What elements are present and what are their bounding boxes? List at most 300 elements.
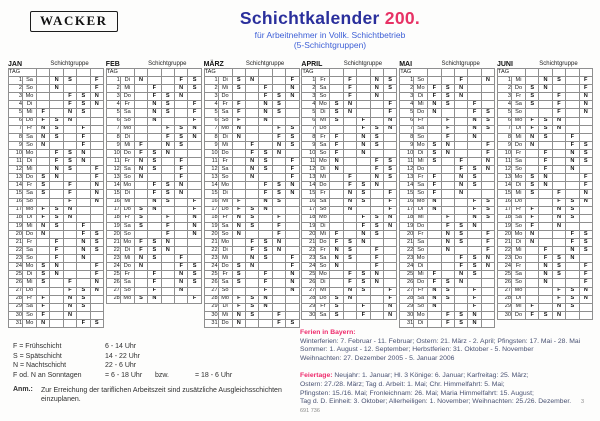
shift-cell (370, 149, 383, 157)
shift-cell (50, 279, 63, 287)
day-row (497, 149, 592, 157)
day-number: 18 (106, 214, 120, 222)
shift-cell (525, 263, 538, 271)
weekday-label: Di (511, 182, 525, 190)
remark-block (13, 386, 293, 404)
shift-cell (357, 93, 370, 101)
shift-cell: N (77, 149, 90, 157)
weekday-label: So (120, 230, 134, 238)
day-number: 21 (106, 238, 120, 246)
day-number: 23 (302, 255, 316, 263)
schichtgruppe-label: Schichtgruppe (441, 61, 480, 67)
shift-cell (552, 182, 565, 190)
shift-cell (481, 271, 494, 279)
shift-cell (383, 263, 396, 271)
shift-cell: F (539, 247, 552, 255)
day-row (302, 206, 397, 214)
title-main: Schichtkalender (239, 8, 380, 28)
day-row (302, 133, 397, 141)
day-number: 23 (9, 255, 23, 263)
weekday-label: Di (218, 77, 232, 85)
day-row (9, 182, 104, 190)
weekday-label: Mi (23, 222, 37, 230)
day-row (400, 271, 495, 279)
day-number: 21 (9, 238, 23, 246)
shift-cell (161, 279, 174, 287)
shift-cell: N (428, 206, 441, 214)
shift-cell (134, 182, 147, 190)
shift-cell: S (50, 117, 63, 125)
shift-cell (330, 222, 343, 230)
shift-cell: S (330, 303, 343, 311)
shift-cell (134, 198, 147, 206)
shift-cell: F (383, 190, 396, 198)
shift-cell: S (50, 133, 63, 141)
shift-cell: N (428, 295, 441, 303)
day-number: 30 (400, 311, 414, 319)
shift-cell: F (579, 271, 592, 279)
day-number: 28 (9, 295, 23, 303)
shift-cell (370, 238, 383, 246)
day-row (302, 158, 397, 166)
day-row (497, 85, 592, 93)
shift-cell (286, 295, 299, 303)
shift-cell (245, 117, 258, 125)
day-number: 24 (497, 263, 511, 271)
day-row (400, 101, 495, 109)
subtitle-line-1: für Arbeitnehmer in Vollk. Schichtbetrieb (254, 30, 406, 40)
month-block (8, 56, 103, 328)
shift-cell: S (161, 198, 174, 206)
shift-cell: S (148, 149, 161, 157)
group-number-cell: 5 (383, 69, 396, 77)
shift-cell: F (37, 206, 50, 214)
shift-cell: S (552, 255, 565, 263)
weekday-label: Fr (511, 149, 525, 157)
shift-cell (383, 238, 396, 246)
shift-cell: S (566, 198, 579, 206)
shift-cell (454, 214, 467, 222)
day-number: 2 (9, 85, 23, 93)
weekday-label: Sa (414, 182, 428, 190)
shift-cell: S (357, 190, 370, 198)
shift-cell: S (481, 198, 494, 206)
shift-cell (50, 93, 63, 101)
shift-cell: N (441, 141, 454, 149)
shift-cell (286, 311, 299, 319)
month-block (106, 56, 201, 304)
weekday-label: Fr (316, 190, 330, 198)
day-number: 31 (204, 319, 218, 327)
shift-cell (272, 85, 285, 93)
shift-cell (245, 271, 258, 279)
weekday-label: Mi (218, 198, 232, 206)
shift-cell: N (579, 295, 592, 303)
shift-cell (370, 206, 383, 214)
day-number: 27 (204, 287, 218, 295)
day-number: 13 (302, 174, 316, 182)
shift-cell: S (428, 141, 441, 149)
shift-cell (579, 206, 592, 214)
day-row (9, 271, 104, 279)
shift-cell (566, 222, 579, 230)
shift-cell (90, 158, 103, 166)
day-number: 4 (400, 101, 414, 109)
shift-cell: N (232, 319, 245, 327)
shift-cell: F (441, 319, 454, 327)
weekday-label: Do (218, 149, 232, 157)
weekday-label: Do (23, 230, 37, 238)
shift-cell: N (286, 271, 299, 279)
shift-cell (161, 117, 174, 125)
shift-cell (161, 255, 174, 263)
day-row (497, 247, 592, 255)
legend-key-n: N = Nachtschicht (13, 362, 67, 370)
shift-cell: N (63, 303, 76, 311)
day-row (400, 93, 495, 101)
shift-cell: F (174, 255, 187, 263)
shift-cell: S (357, 182, 370, 190)
shift-cell (77, 198, 90, 206)
shift-cell: N (428, 198, 441, 206)
group-number-cell: 1 (134, 69, 147, 77)
weekday-label: Sa (414, 125, 428, 133)
shift-cell: N (272, 141, 285, 149)
shift-cell: N (63, 117, 76, 125)
shift-cell: F (188, 198, 201, 206)
shift-cell (481, 101, 494, 109)
shift-cell: N (370, 271, 383, 279)
day-number: 20 (204, 230, 218, 238)
legend-row-sunday (13, 371, 283, 381)
shift-cell: F (343, 182, 356, 190)
shift-cell: S (539, 125, 552, 133)
shift-cell: F (63, 93, 76, 101)
shift-cell (50, 303, 63, 311)
shift-cell (286, 238, 299, 246)
day-number: 13 (106, 174, 120, 182)
weekday-label: Fr (316, 133, 330, 141)
shift-cell: N (525, 230, 538, 238)
shift-cell (90, 141, 103, 149)
shift-cell (148, 133, 161, 141)
day-number: 19 (497, 222, 511, 230)
day-number: 10 (106, 149, 120, 157)
shift-cell (286, 247, 299, 255)
shift-cell (566, 109, 579, 117)
day-number: 17 (400, 206, 414, 214)
day-number: 2 (106, 85, 120, 93)
shift-cell (330, 174, 343, 182)
day-row (302, 230, 397, 238)
day-number: 3 (9, 93, 23, 101)
shift-cell (188, 238, 201, 246)
shift-cell: N (188, 125, 201, 133)
feiertage-line-4 (300, 398, 594, 415)
weekday-label: Sa (218, 166, 232, 174)
weekday-label: Mo (414, 311, 428, 319)
day-row (400, 222, 495, 230)
shift-cell: S (63, 166, 76, 174)
day-row (302, 117, 397, 125)
shift-cell (383, 279, 396, 287)
tag-label: TAG (204, 69, 232, 77)
shift-cell: S (454, 222, 467, 230)
shift-cell: S (468, 174, 481, 182)
weekday-label: Mo (23, 149, 37, 157)
weekday-label: Mi (120, 85, 134, 93)
shift-cell: S (383, 85, 396, 93)
weekday-label: Mi (218, 311, 232, 319)
weekday-label: So (511, 279, 525, 287)
shift-cell: N (245, 166, 258, 174)
shift-cell: S (50, 125, 63, 133)
day-number: 2 (400, 85, 414, 93)
day-number: 3 (400, 93, 414, 101)
day-number: 11 (497, 158, 511, 166)
day-number: 26 (9, 279, 23, 287)
feiertage-last-line: Tag d. D. Einheit: 3. Oktober; Allerheiligen: 1. November; Weihnachten: 25./26. Dezember. (300, 398, 572, 406)
weekday-label: Mi (316, 287, 330, 295)
shift-cell (90, 149, 103, 157)
legend-row-f (13, 342, 283, 352)
shift-cell: S (566, 303, 579, 311)
day-row (204, 319, 299, 327)
day-row (204, 174, 299, 182)
weekday-label: Mo (218, 182, 232, 190)
shift-cell: S (525, 93, 538, 101)
shift-cell: S (481, 109, 494, 117)
shift-cell: F (383, 206, 396, 214)
shift-cell: S (259, 166, 272, 174)
day-number: 7 (497, 125, 511, 133)
shift-cell: N (370, 85, 383, 93)
group-number-cell: 5 (286, 69, 299, 77)
shift-cell: N (174, 279, 187, 287)
shift-cell (259, 77, 272, 85)
shift-cell: N (232, 222, 245, 230)
shift-cell (330, 77, 343, 85)
day-number: 15 (400, 190, 414, 198)
shift-cell: S (174, 125, 187, 133)
shift-cell: S (383, 174, 396, 182)
shift-cell (148, 174, 161, 182)
shift-cell: F (148, 287, 161, 295)
shift-cell: N (286, 190, 299, 198)
day-row (106, 287, 201, 295)
day-number: 14 (106, 182, 120, 190)
weekday-label: Do (23, 174, 37, 182)
shift-cell: S (90, 247, 103, 255)
day-row (9, 141, 104, 149)
feiertage-line-1 (300, 372, 594, 381)
day-number: 14 (497, 182, 511, 190)
shift-cell (566, 182, 579, 190)
shift-cell: N (77, 255, 90, 263)
shift-cell (566, 117, 579, 125)
shift-cell (161, 158, 174, 166)
day-row (497, 206, 592, 214)
weekday-label: So (218, 287, 232, 295)
day-row (204, 149, 299, 157)
day-row (302, 141, 397, 149)
shift-cell: N (174, 93, 187, 101)
shift-cell (552, 166, 565, 174)
day-row (302, 149, 397, 157)
shift-cell (90, 117, 103, 125)
shift-cell: N (148, 101, 161, 109)
weekday-label: Mo (218, 295, 232, 303)
shift-cell: N (566, 149, 579, 157)
day-row (497, 190, 592, 198)
day-row (204, 101, 299, 109)
shift-cell: S (566, 214, 579, 222)
shift-cell: S (525, 85, 538, 93)
day-number: 23 (204, 255, 218, 263)
shift-cell (552, 133, 565, 141)
shift-cell: N (481, 77, 494, 85)
shift-cell: F (90, 85, 103, 93)
shift-cell: F (77, 125, 90, 133)
shift-cell (441, 206, 454, 214)
shift-cell: N (90, 279, 103, 287)
shift-cell: N (188, 214, 201, 222)
shift-cell: N (454, 190, 467, 198)
weekday-label: So (414, 133, 428, 141)
tag-label: TAG (302, 69, 330, 77)
weekday-label: Mo (316, 101, 330, 109)
shift-cell: S (63, 149, 76, 157)
shift-cell (188, 141, 201, 149)
weekday-label: Fr (511, 206, 525, 214)
shift-cell: F (370, 263, 383, 271)
weekday-label: Mo (316, 158, 330, 166)
shift-cell: F (90, 77, 103, 85)
shift-cell: N (259, 117, 272, 125)
shift-cell: S (428, 158, 441, 166)
group-number-cell: 3 (357, 69, 370, 77)
shift-cell: F (383, 287, 396, 295)
day-number: 20 (9, 230, 23, 238)
shift-cell: F (441, 117, 454, 125)
shift-cell: N (539, 182, 552, 190)
weekday-label: Do (218, 319, 232, 327)
shift-cell: S (77, 93, 90, 101)
shift-cell (37, 101, 50, 109)
day-row (106, 214, 201, 222)
group-number-cell: 2 (50, 69, 63, 77)
shift-cell (441, 77, 454, 85)
day-row (106, 295, 201, 303)
day-row (9, 93, 104, 101)
shift-cell: F (383, 198, 396, 206)
shift-cell (37, 85, 50, 93)
day-row (106, 85, 201, 93)
shift-cell: F (468, 303, 481, 311)
weekday-label: So (511, 222, 525, 230)
day-row (497, 141, 592, 149)
shift-cell (245, 230, 258, 238)
shift-cell (50, 198, 63, 206)
wacker-logo: WACKER (30, 11, 118, 32)
shift-cell: N (481, 166, 494, 174)
day-row (302, 166, 397, 174)
shift-cell: S (357, 287, 370, 295)
day-row (400, 198, 495, 206)
day-row (400, 263, 495, 271)
ferien-line-3: Weihnachten: 27. Dezember 2005 - 5. Januar 2006 (300, 354, 455, 362)
shift-cell: N (525, 133, 538, 141)
group-number-cell: 1 (232, 69, 245, 77)
day-row (204, 311, 299, 319)
weekday-label: So (414, 303, 428, 311)
day-row (9, 158, 104, 166)
shift-cell: F (50, 255, 63, 263)
shift-cell: F (188, 206, 201, 214)
weekday-label: So (120, 287, 134, 295)
shift-cell: N (50, 271, 63, 279)
shift-cell: F (468, 295, 481, 303)
shift-cell (174, 101, 187, 109)
group-number-cell: 2 (148, 69, 161, 77)
shift-cell: F (259, 93, 272, 101)
shift-cell (188, 247, 201, 255)
month-table (399, 68, 495, 328)
weekday-label: Do (414, 279, 428, 287)
shift-cell (525, 198, 538, 206)
shift-cell (539, 190, 552, 198)
weekday-label: Do (511, 255, 525, 263)
shift-cell: N (441, 247, 454, 255)
shift-cell: F (259, 85, 272, 93)
shift-cell (383, 133, 396, 141)
day-row (204, 230, 299, 238)
shift-cell: F (63, 287, 76, 295)
day-row (302, 85, 397, 93)
day-row (106, 133, 201, 141)
day-row (9, 255, 104, 263)
shift-cell: N (428, 101, 441, 109)
weekday-label: Mo (511, 230, 525, 238)
day-number: 29 (204, 303, 218, 311)
shift-cell (50, 101, 63, 109)
shift-cell: F (148, 182, 161, 190)
shift-cell: F (330, 141, 343, 149)
shift-cell: F (441, 222, 454, 230)
shift-cell (134, 287, 147, 295)
shift-cell: S (370, 133, 383, 141)
shift-cell (148, 141, 161, 149)
shift-cell (357, 158, 370, 166)
shift-cell: S (552, 263, 565, 271)
shift-cell: N (357, 133, 370, 141)
shift-cell (259, 319, 272, 327)
shift-cell: F (63, 198, 76, 206)
day-row (302, 182, 397, 190)
shift-cell (174, 206, 187, 214)
shift-cell (232, 166, 245, 174)
shift-cell (148, 77, 161, 85)
shift-cell: S (188, 271, 201, 279)
day-number: 22 (106, 247, 120, 255)
group-number-cell: 2 (343, 69, 356, 77)
shift-cell: S (134, 295, 147, 303)
shift-cell (77, 271, 90, 279)
weekday-label: Di (23, 271, 37, 279)
shift-cell: S (343, 238, 356, 246)
month-name: FEB (105, 61, 120, 68)
weekday-label: So (511, 166, 525, 174)
